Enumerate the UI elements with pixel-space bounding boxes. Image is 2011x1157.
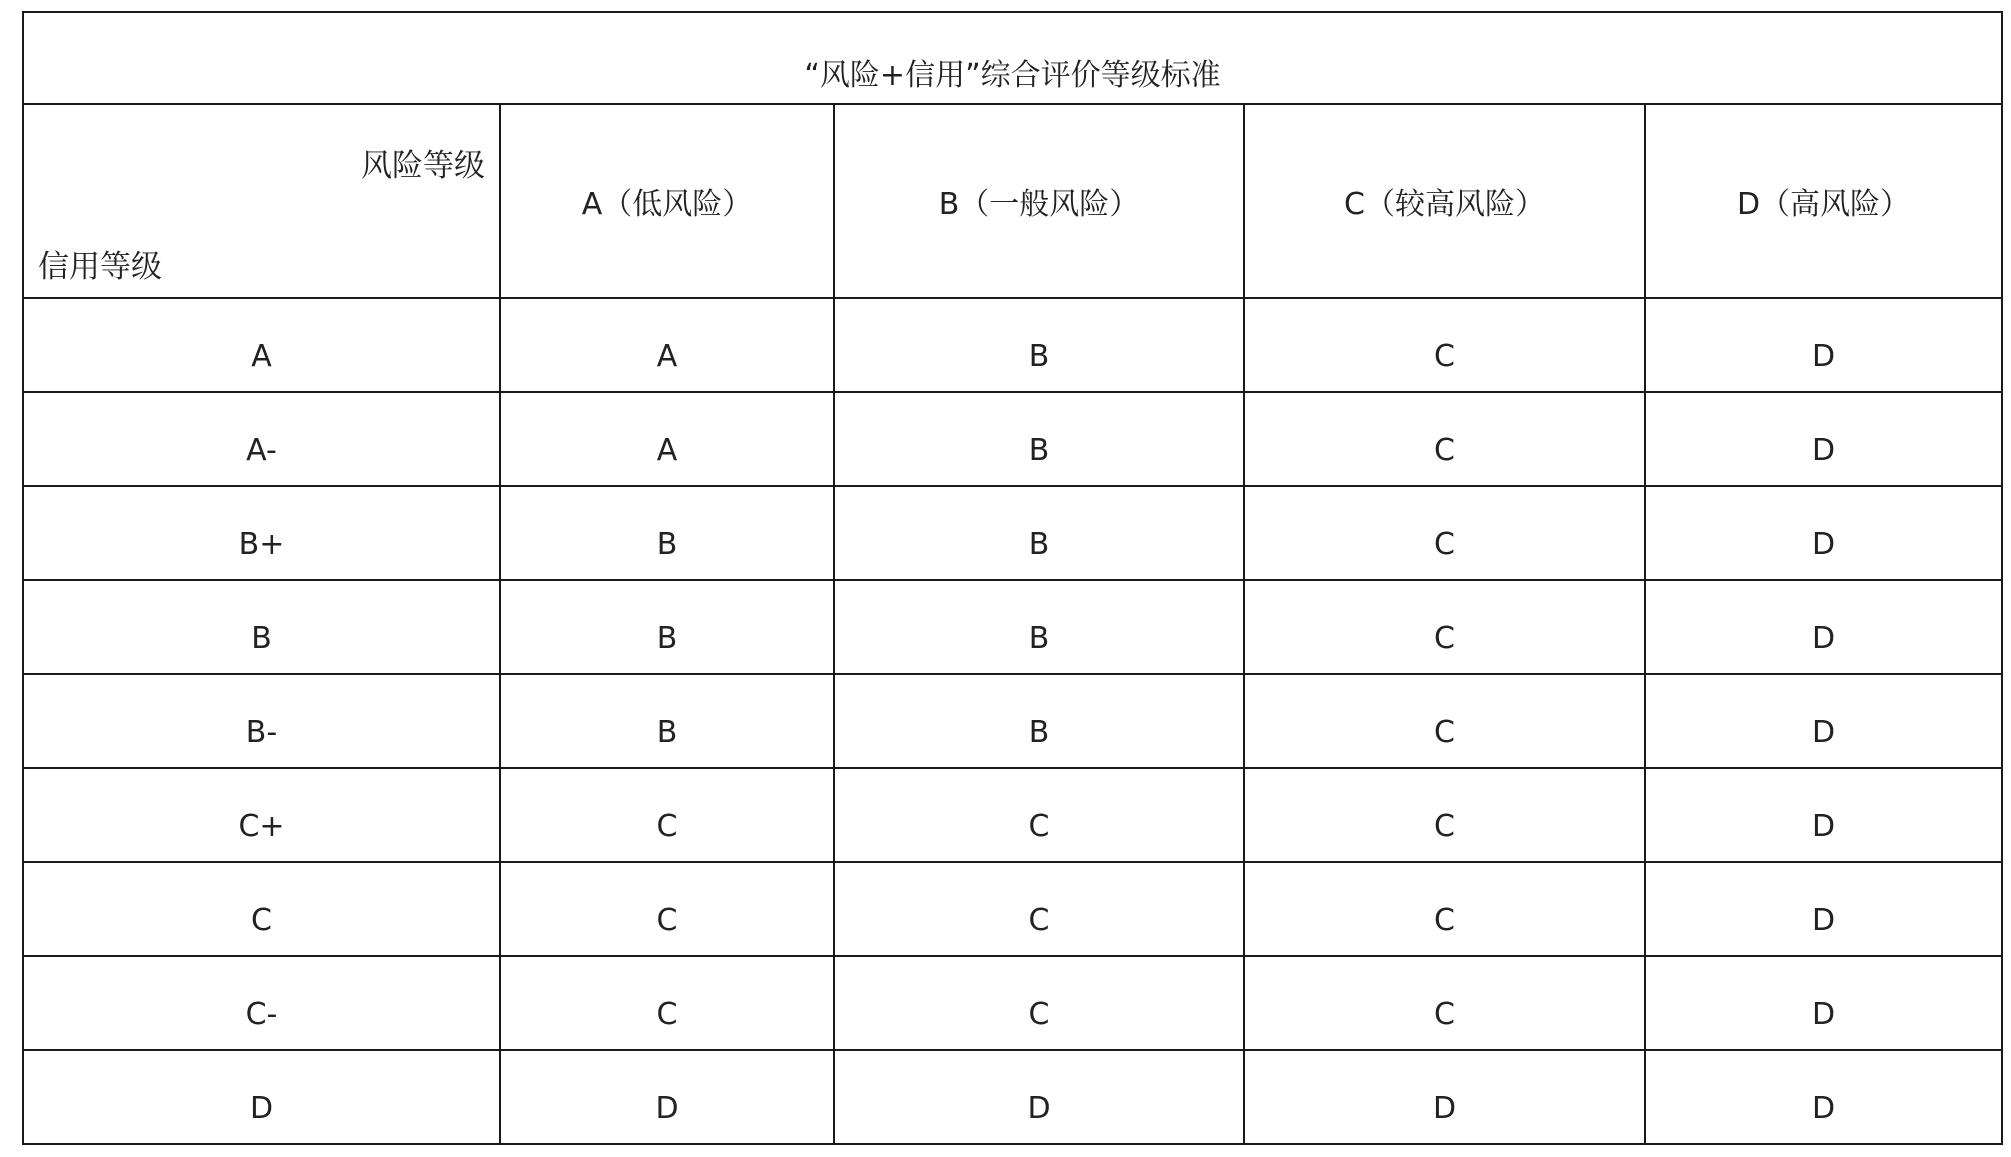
credit-grade-label: A- bbox=[246, 433, 277, 468]
combined-grade-value: B bbox=[656, 715, 678, 750]
combined-grade-value: C bbox=[656, 809, 678, 844]
combined-grade-cell bbox=[500, 298, 834, 392]
combined-grade-cell bbox=[500, 1050, 834, 1144]
combined-grade-value: C bbox=[1434, 339, 1455, 374]
combined-grade-cell bbox=[500, 862, 834, 956]
combined-grade-value: D bbox=[1027, 1091, 1051, 1126]
credit-grade-cell bbox=[23, 580, 500, 674]
combined-grade-cell bbox=[500, 768, 834, 862]
combined-grade-cell bbox=[1645, 298, 2002, 392]
combined-grade-cell bbox=[834, 768, 1244, 862]
table-row bbox=[23, 768, 2002, 862]
combined-grade-value: D bbox=[1811, 809, 1836, 844]
combined-grade-cell bbox=[500, 392, 834, 486]
combined-grade-value: B bbox=[1028, 621, 1050, 656]
table-row bbox=[23, 486, 2002, 580]
credit-grade-cell bbox=[23, 298, 500, 392]
credit-grade-cell bbox=[23, 862, 500, 956]
combined-grade-value: B bbox=[1028, 715, 1050, 750]
table-row bbox=[23, 580, 2002, 674]
combined-grade-value: C bbox=[656, 903, 678, 938]
combined-grade-value: D bbox=[1811, 621, 1836, 656]
column-header-low-risk: A（低风险） bbox=[500, 104, 834, 298]
combined-grade-value: C bbox=[1434, 903, 1455, 938]
combined-grade-cell bbox=[1244, 862, 1645, 956]
combined-grade-value: B bbox=[1028, 339, 1050, 374]
table-row bbox=[23, 862, 2002, 956]
combined-grade-value: C bbox=[1434, 809, 1455, 844]
combined-grade-cell bbox=[834, 298, 1244, 392]
combined-grade-value: C bbox=[656, 997, 678, 1032]
combined-grade-value: D bbox=[1811, 903, 1836, 938]
table-title: “风险+信用”综合评价等级标准 bbox=[804, 58, 1221, 93]
combined-grade-cell bbox=[1645, 768, 2002, 862]
combined-grade-value: D bbox=[1811, 1091, 1836, 1126]
credit-grade-label: C- bbox=[245, 997, 278, 1032]
credit-grade-label: D bbox=[249, 1091, 274, 1126]
combined-grade-cell bbox=[1244, 1050, 1645, 1144]
rating-standard-table bbox=[22, 11, 2003, 1145]
combined-grade-cell bbox=[1244, 392, 1645, 486]
credit-grade-label: B- bbox=[245, 715, 278, 750]
combined-grade-cell bbox=[500, 674, 834, 768]
combined-grade-value: D bbox=[1811, 339, 1836, 374]
combined-grade-cell bbox=[834, 674, 1244, 768]
combined-grade-cell bbox=[1645, 392, 2002, 486]
combined-grade-cell bbox=[834, 392, 1244, 486]
credit-grade-cell bbox=[23, 1050, 500, 1144]
combined-grade-value: D bbox=[1811, 433, 1836, 468]
combined-grade-cell bbox=[1645, 674, 2002, 768]
combined-grade-cell bbox=[1645, 862, 2002, 956]
risk-level-label: 风险等级 bbox=[361, 148, 485, 184]
combined-grade-cell bbox=[1645, 1050, 2002, 1144]
combined-grade-value: D bbox=[1811, 527, 1836, 562]
combined-grade-value: A bbox=[656, 433, 678, 468]
combined-grade-cell bbox=[834, 956, 1244, 1050]
combined-grade-value: B bbox=[656, 527, 678, 562]
combined-grade-value: A bbox=[656, 339, 678, 374]
title-row bbox=[23, 12, 2002, 104]
credit-grade-cell bbox=[23, 392, 500, 486]
combined-grade-cell bbox=[834, 580, 1244, 674]
table-row bbox=[23, 956, 2002, 1050]
combined-grade-value: C bbox=[1434, 997, 1455, 1032]
credit-grade-cell bbox=[23, 486, 500, 580]
combined-grade-cell bbox=[834, 862, 1244, 956]
combined-grade-cell bbox=[1244, 674, 1645, 768]
combined-grade-value: C bbox=[1434, 715, 1455, 750]
credit-grade-cell bbox=[23, 956, 500, 1050]
combined-grade-cell bbox=[1645, 486, 2002, 580]
combined-grade-value: C bbox=[1434, 621, 1455, 656]
combined-grade-value: D bbox=[1811, 715, 1836, 750]
combined-grade-cell bbox=[500, 956, 834, 1050]
combined-grade-cell bbox=[500, 486, 834, 580]
combined-grade-value: B bbox=[1028, 527, 1050, 562]
combined-grade-value: C bbox=[1028, 997, 1050, 1032]
combined-grade-cell bbox=[1645, 956, 2002, 1050]
credit-level-label: 信用等级 bbox=[38, 249, 162, 285]
combined-grade-value: C bbox=[1028, 809, 1050, 844]
combined-grade-value: B bbox=[656, 621, 678, 656]
table-row bbox=[23, 1050, 2002, 1144]
combined-grade-value: B bbox=[1028, 433, 1050, 468]
combined-grade-value: D bbox=[655, 1091, 679, 1126]
column-header-higher-risk: C（较高风险） bbox=[1244, 104, 1645, 298]
combined-grade-value: C bbox=[1028, 903, 1050, 938]
credit-grade-cell bbox=[23, 768, 500, 862]
column-header-high-risk: D（高风险） bbox=[1645, 104, 2002, 298]
combined-grade-value: C bbox=[1434, 527, 1455, 562]
combined-grade-cell bbox=[834, 1050, 1244, 1144]
credit-grade-cell bbox=[23, 674, 500, 768]
credit-grade-label: C bbox=[251, 903, 272, 938]
combined-grade-cell bbox=[1645, 580, 2002, 674]
header-row bbox=[23, 104, 2002, 298]
combined-grade-cell bbox=[1244, 486, 1645, 580]
credit-grade-label: B bbox=[251, 621, 272, 656]
credit-grade-label: C+ bbox=[238, 809, 285, 844]
table-title-cell bbox=[23, 12, 2002, 104]
table-row bbox=[23, 298, 2002, 392]
combined-grade-cell bbox=[1244, 956, 1645, 1050]
combined-grade-cell bbox=[1244, 298, 1645, 392]
combined-grade-value: D bbox=[1432, 1091, 1457, 1126]
combined-grade-cell bbox=[500, 580, 834, 674]
combined-grade-cell bbox=[1244, 768, 1645, 862]
combined-grade-cell bbox=[834, 486, 1244, 580]
combined-grade-value: C bbox=[1434, 433, 1455, 468]
credit-grade-label: A bbox=[251, 339, 272, 374]
combined-grade-cell bbox=[1244, 580, 1645, 674]
column-header-general-risk: B（一般风险） bbox=[834, 104, 1244, 298]
table-row bbox=[23, 392, 2002, 486]
combined-grade-value: D bbox=[1811, 997, 1836, 1032]
corner-header-cell bbox=[23, 104, 500, 298]
credit-grade-label: B+ bbox=[238, 527, 285, 562]
table-row bbox=[23, 674, 2002, 768]
